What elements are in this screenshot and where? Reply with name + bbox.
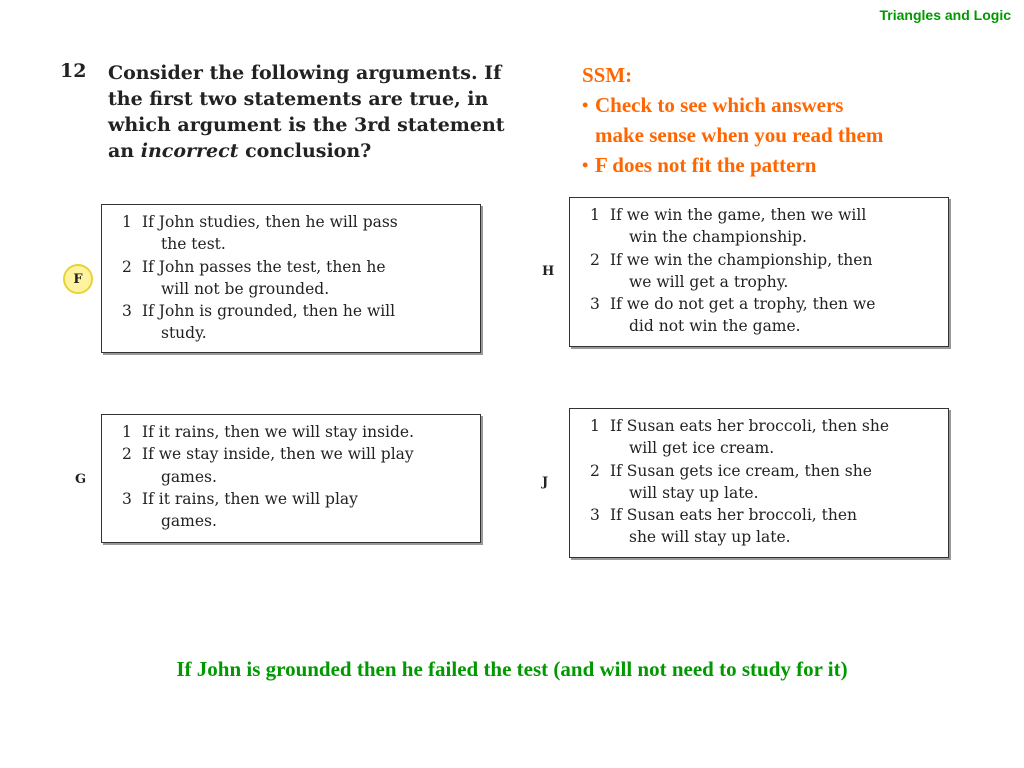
statement-number: 3: [590, 506, 600, 525]
statement-text: If John is grounded, then he will: [142, 302, 396, 321]
question-number: 12: [60, 60, 87, 82]
question-line: [108, 138, 548, 164]
statement: [122, 256, 470, 301]
choice-letter: F: [73, 271, 83, 287]
statement: [590, 504, 938, 549]
statement-number: 1: [122, 423, 132, 441]
statement-text: If we win the championship, then: [610, 250, 873, 269]
ssm-bullet-text: F does not fit the pattern: [595, 153, 817, 177]
argument-box-f: [101, 204, 481, 353]
ssm-bullet-text: Check to see which answers: [595, 93, 844, 117]
statement: [590, 249, 938, 294]
statement-text-cont: will stay up late.: [629, 483, 759, 502]
statement: [590, 415, 938, 460]
answer-explanation: If John is grounded then he failed the test (and will not need to study for it): [176, 657, 848, 681]
statement-number: 3: [122, 489, 132, 508]
statement-number: 2: [122, 257, 132, 276]
statement-number: 2: [122, 445, 132, 464]
statement-text: If we win the game, then we will: [610, 206, 867, 224]
ssm-notes: [582, 60, 883, 180]
statement: [122, 211, 470, 256]
statement: [122, 488, 470, 533]
statement-text-cont: will get ice cream.: [629, 439, 775, 458]
question-text-part: an: [108, 140, 141, 162]
statement-text: If John passes the test, then he: [142, 257, 386, 276]
statement-number: 2: [590, 250, 600, 269]
statement-number: 1: [590, 417, 600, 435]
argument-box-j: [569, 408, 949, 558]
question-emphasis: incorrect: [140, 140, 239, 162]
statement-text: If Susan gets ice cream, then she: [610, 461, 872, 480]
statement-number: 1: [590, 206, 600, 224]
argument-box-h: [569, 197, 949, 347]
statement: [590, 293, 938, 338]
statement-text-cont: study.: [161, 324, 207, 343]
statement-text: If it rains, then we will stay inside.: [142, 423, 415, 441]
ssm-bullet: [582, 150, 883, 180]
choice-label-g[interactable]: G: [75, 472, 87, 487]
statement-text: If John studies, then he will pass: [142, 213, 398, 231]
statement-text: If we do not get a trophy, then we: [610, 295, 876, 314]
statement: [122, 300, 470, 345]
statement-text-cont: the test.: [161, 235, 226, 254]
bullet-icon: •: [582, 155, 589, 175]
choice-label-h[interactable]: H: [542, 264, 555, 279]
question-line: Consider the following arguments. If: [108, 62, 502, 84]
statement-text-cont: she will stay up late.: [629, 528, 791, 547]
statement: [590, 460, 938, 505]
choice-label-j[interactable]: J: [542, 475, 549, 490]
statement: [122, 421, 470, 443]
statement-text: If Susan eats her broccoli, then: [610, 506, 858, 525]
ssm-bullet-continuation: make sense when you read them: [595, 123, 884, 147]
question-text: [108, 60, 548, 164]
statement-text-cont: games.: [161, 467, 217, 486]
ssm-title: SSM:: [582, 63, 633, 87]
statement: [122, 443, 470, 488]
statement-number: 2: [590, 461, 600, 480]
statement-text-cont: we will get a trophy.: [629, 272, 789, 291]
argument-box-g: [101, 414, 481, 543]
bullet-icon: •: [582, 95, 589, 115]
statement-number: 3: [590, 295, 600, 314]
statement-text-cont: did not win the game.: [629, 317, 801, 336]
question-text-part: conclusion?: [238, 140, 372, 162]
statement: [590, 204, 938, 249]
statement-text-cont: win the championship.: [629, 228, 807, 247]
statement-text-cont: will not be grounded.: [161, 279, 330, 298]
statement-number: 3: [122, 302, 132, 321]
statement-text-cont: games.: [161, 512, 217, 531]
ssm-bullet: [582, 90, 883, 120]
choice-label-f-highlighted[interactable]: [63, 264, 93, 294]
slide-title: Triangles and Logic: [879, 7, 1011, 23]
statement-text: If Susan eats her broccoli, then she: [610, 417, 890, 435]
question-line: which argument is the 3rd statement: [108, 114, 505, 136]
statement-text: If we stay inside, then we will play: [142, 445, 414, 464]
question-line: the first two statements are true, in: [108, 88, 489, 110]
statement-text: If it rains, then we will play: [142, 489, 358, 508]
statement-number: 1: [122, 213, 132, 231]
